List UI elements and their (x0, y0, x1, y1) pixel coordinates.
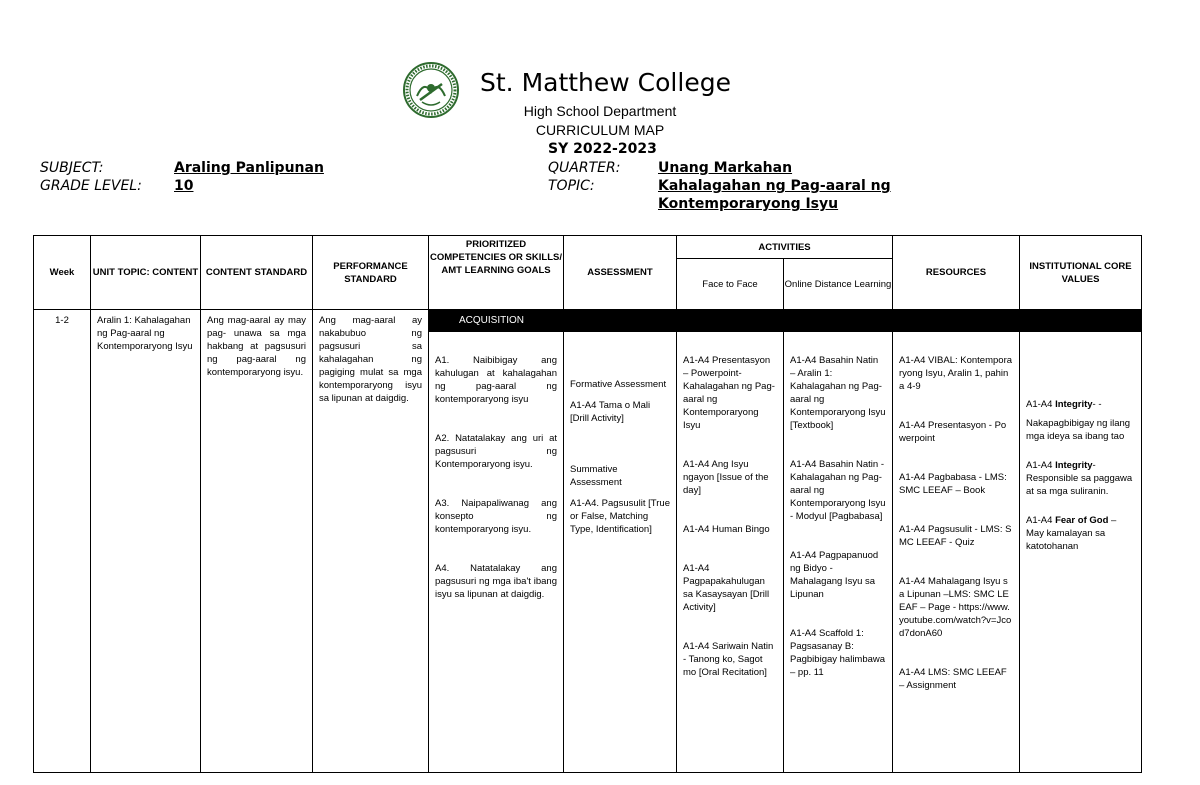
resource-item: A1-A4 VIBAL: Kontemporaryong Isyu, Aralin 1, pahina 4-9 (899, 355, 1013, 392)
subject-label: SUBJECT: (40, 160, 104, 176)
header-resources: RESOURCES (893, 236, 1020, 310)
resources-cell (893, 332, 1020, 773)
resource-item: A1-A4 Pagsusulit - LMS: SMC LEEAF - Quiz (899, 524, 1012, 548)
header-assessment: ASSESSMENT (564, 236, 677, 310)
week-cell: 1-2 (34, 310, 91, 773)
core-value-desc: Responsible sa paggawa at sa mga suliranin. (1026, 473, 1133, 497)
assessment-item: A1-A4 Tama o Mali [Drill Activity] (570, 400, 651, 424)
competencies-cell (429, 332, 564, 773)
assessment-item: Summative Assessment (570, 464, 622, 488)
topic-value-line1: Kahalagahan ng Pag-aaral ng (658, 178, 891, 194)
face-to-face-item: A1-A4 Human Bingo (683, 524, 770, 535)
header-unit-topic: UNIT TOPIC: CONTENT (91, 236, 201, 310)
quarter-value: Unang Markahan (658, 160, 793, 176)
grade-label: GRADE LEVEL: (40, 178, 142, 194)
online-item: A1-A4 Pagpapanuod ng Bidyo - Mahalagang Isyu sa Lipunan (790, 550, 879, 600)
subject-value: Araling Panlipunan (174, 160, 324, 176)
grade-value: 10 (174, 178, 194, 194)
face-to-face-cell (677, 332, 784, 773)
competency-item: A2. Natatalakay ang uri at pagsusuri ng Kontemporaryong isyu. (435, 433, 557, 470)
performance-standard-cell: Ang mag-aaral ay nakabubuo ng pagsusuri sa kahalagahan ng pagiging mulat sa mga kontemporaryong isyu sa lipunan at daigdig. (313, 310, 429, 773)
face-to-face-item: A1-A4 Pagpapakahulugan sa Kasaysayan [Drill Activity] (683, 563, 770, 613)
document-title: CURRICULUM MAP (535, 122, 665, 138)
header-core-values: INSTITUTIONAL CORE VALUES (1020, 236, 1142, 310)
header-activities: ACTIVITIES (677, 236, 893, 259)
online-item: A1-A4 Scaffold 1: Pagsasanay B: Pagbibigay halimbawa – pp. 11 (790, 628, 886, 678)
assessment-item: A1-A4. Pagsusulit [True or False, Matching Type, Identification] (570, 498, 670, 535)
core-value-item: A1-A4 Integrity- - (1026, 399, 1102, 410)
topic-value-line2: Kontemporaryong Isyu (658, 196, 839, 212)
header-performance-standard: PERFORMANCE STANDARD (313, 236, 429, 310)
competency-item: A4. Natatalakay ang pagsusuri ng mga iba't ibang isyu sa lipunan at daigdig. (435, 563, 557, 600)
competency-item: A3. Naipapaliwanag ang konsepto ng kontemporaryong isyu. (435, 498, 557, 535)
core-value-item: A1-A4 Integrity- (1026, 460, 1096, 471)
face-to-face-item: A1-A4 Presentasyon – Powerpoint- Kahalagahan ng Pag-aaral ng Kontemporaryong Isyu (683, 355, 775, 431)
assessment-item: Formative Assessment (570, 379, 667, 390)
resource-item: A1-A4 LMS: SMC LEEAF – Assignment (899, 667, 1007, 691)
header-competencies: PRIORITIZED COMPETENCIES OR SKILLS/ AMT LEARNING GOALS (429, 236, 564, 310)
face-to-face-item: A1-A4 Sariwain Natin - Tanong ko, Sagot mo [Oral Recitation] (683, 641, 774, 678)
school-year: SY 2022-2023 (548, 141, 657, 157)
header-week: Week (34, 236, 91, 310)
content-standard-cell: Ang mag-aaral ay may pag- unawa sa mga hakbang at pagsusuri ng pag-aaral ng kontemporaryong isyu. (201, 310, 313, 773)
college-name: St. Matthew College (480, 68, 731, 97)
core-values-cell (1020, 332, 1142, 773)
header-face-to-face: Face to Face (677, 259, 784, 310)
header-online: Online Distance Learning (784, 259, 893, 310)
unit-topic-cell: Aralin 1: Kahalagahan ng Pag-aaral ng Kontemporaryong Isyu (91, 310, 201, 773)
resource-item: A1-A4 Mahalagang Isyu sa Lipunan –LMS: SMC LEEAF – Page - https://www.youtube.com/watch?v=Jcod7donA60 (899, 576, 1012, 639)
quarter-label: QUARTER: (548, 160, 621, 176)
core-value-desc: Nakapagbibigay ng ilang mga ideya sa ibang tao (1026, 418, 1131, 442)
acquisition-bar: ACQUISITION (429, 310, 1142, 332)
online-item: A1-A4 Basahin Natin - Kahalagahan ng Pag-aaral ng Kontemporaryong Isyu - Modyul [Pagbabasa] (790, 459, 886, 522)
department: High School Department (523, 103, 677, 119)
competency-item: A1. Naibibigay ang kahulugan at kahalagahan ng pag-aaral ng kontemporaryong isyu (435, 355, 557, 405)
header-content-standard: CONTENT STANDARD (201, 236, 313, 310)
online-cell (784, 332, 893, 773)
core-value-item: A1-A4 Fear of God – (1026, 515, 1117, 526)
face-to-face-item: A1-A4 Ang Isyu ngayon [Issue of the day] (683, 459, 769, 496)
topic-label: TOPIC: (548, 178, 595, 194)
curriculum-table (33, 235, 1142, 773)
resource-item: A1-A4 Pagbabasa - LMS: SMC LEEAF – Book (899, 472, 1007, 496)
online-item: A1-A4 Basahin Natin – Aralin 1: Kahalagahan ng Pag-aaral ng Kontemporaryong Isyu [Textbook] (790, 355, 886, 431)
assessment-cell (564, 332, 677, 773)
core-value-desc: May kamalayan sa katotohanan (1026, 528, 1106, 552)
resource-item: A1-A4 Presentasyon - Powerpoint (899, 420, 1007, 444)
